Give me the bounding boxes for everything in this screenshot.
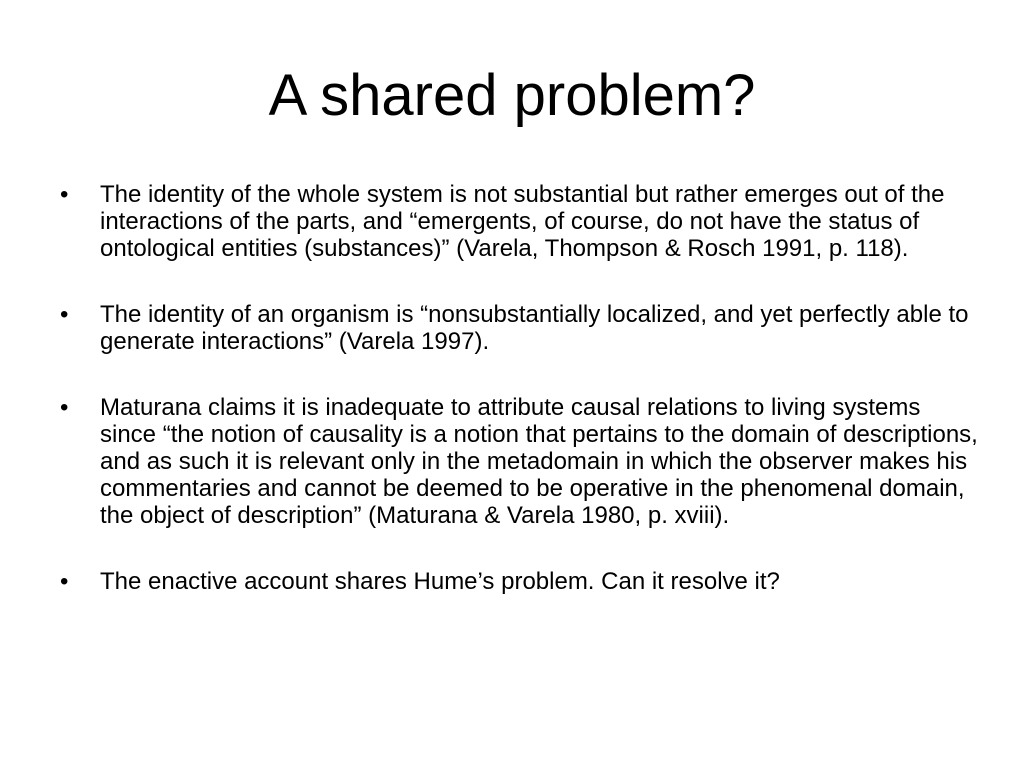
bullet-list bbox=[60, 181, 980, 634]
bullet-item bbox=[60, 181, 980, 262]
bullet-text: The identity of the whole system is not substantial but rather emerges out of the interactions of the parts, and “emergents, of course, do not have the status of ontological entities (substances)” (Varela, Thompson & Rosch 1991, p. 118). bbox=[100, 181, 945, 262]
slide-title: A shared problem? bbox=[268, 63, 756, 128]
bullet-icon: • bbox=[60, 181, 69, 208]
bullet-item bbox=[60, 301, 980, 355]
bullet-text: The enactive account shares Hume’s problem. Can it resolve it? bbox=[100, 568, 780, 595]
bullet-icon: • bbox=[60, 394, 69, 421]
bullet-icon: • bbox=[60, 568, 69, 595]
bullet-text: Maturana claims it is inadequate to attribute causal relations to living systems since “the notion of causality is a notion that pertains to the domain of descriptions, and as such it is relevant only in the metadomain in which the observer makes his commentaries and cannot be deemed to be operative in the phenomenal domain, the object of description” (Maturana & Varela 1980, p. xviii). bbox=[100, 394, 978, 529]
bullet-icon: • bbox=[60, 301, 69, 328]
bullet-item bbox=[60, 394, 980, 529]
bullet-item bbox=[60, 568, 980, 595]
bullet-text: The identity of an organism is “nonsubstantially localized, and yet perfectly able to generate interactions” (Varela 1997). bbox=[100, 301, 969, 355]
